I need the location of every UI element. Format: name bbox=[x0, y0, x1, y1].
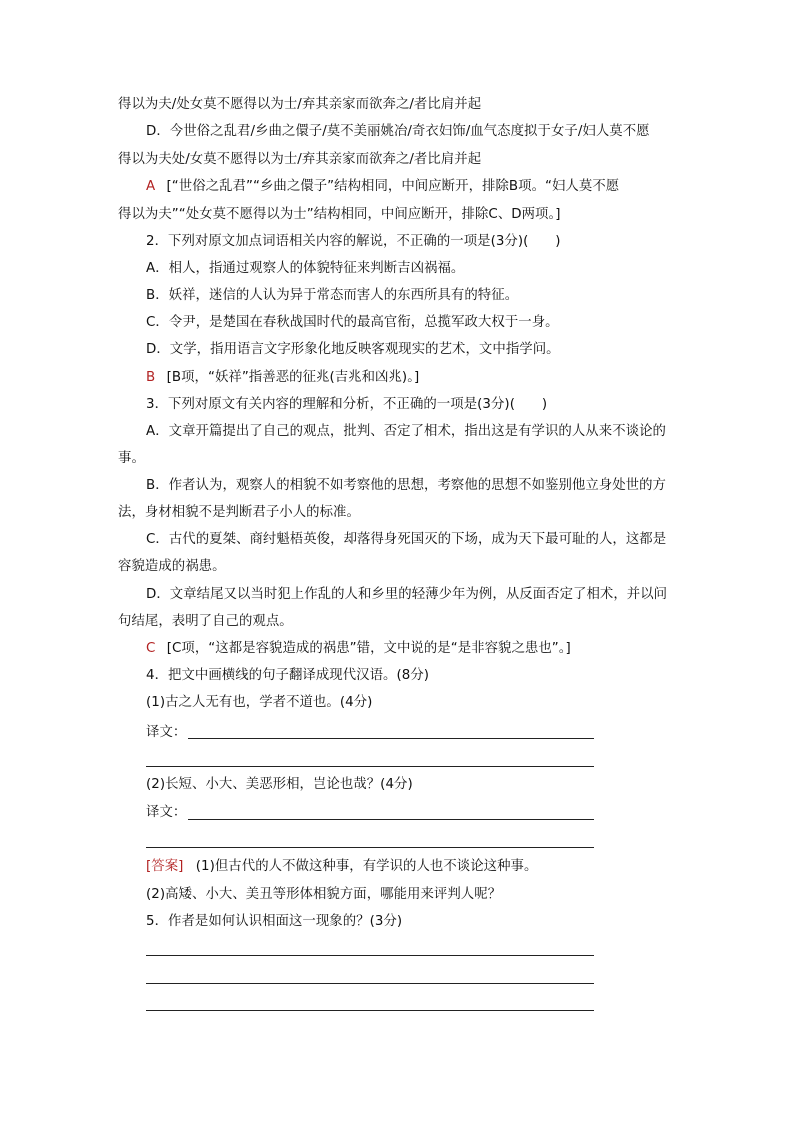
q3-option-b-line1: B．作者认为，观察人的相貌不如考察他的思想，考察他的思想不如鉴别他立身处世的方 bbox=[146, 478, 666, 493]
q2-option-b: B．妖祥，迷信的人认为异于常态而害人的东西所具有的特征。 bbox=[146, 288, 519, 303]
q4-answer-line-2b[interactable] bbox=[146, 847, 594, 848]
q1-explanation-line2: 得以为夫”“处女莫不愿得以为士”结构相同，中间应断开，排除C、D两项。] bbox=[118, 207, 561, 222]
q1-explanation-text: [“世俗之乱君”“乡曲之儇子”结构相同，中间应断开，排除B项。“妇人莫不愿 bbox=[166, 179, 620, 194]
q3-option-b-line2: 法，身材相貌不是判断君子小人的标准。 bbox=[118, 505, 360, 520]
q1-option-d-line2: 得以为夫处/女莫不愿得以为士/弃其亲家而欲奔之/者比肩并起 bbox=[118, 152, 482, 167]
q4-sentence-1: (1)古之人无有也，学者不道也。(4分) bbox=[146, 695, 373, 710]
q4-answer-text-1: (1)但古代的人不做这种事，有学识的人也不谈论这种事。 bbox=[195, 859, 538, 874]
q3-answer-letter: C bbox=[146, 641, 156, 656]
q4-answer-tag: [答案] bbox=[146, 859, 184, 874]
q1-option-c-continued: 得以为夫/处女莫不愿得以为士/弃其亲家而欲奔之/者比肩并起 bbox=[118, 97, 482, 112]
q2-explanation-text: [B项，“妖祥”指善恶的征兆(吉兆和凶兆)。] bbox=[166, 370, 420, 385]
q5-answer-line-1[interactable] bbox=[146, 955, 594, 956]
q1-answer-letter: A bbox=[146, 179, 156, 194]
q5-answer-line-2[interactable] bbox=[146, 983, 594, 984]
q3-option-d-line2: 句结尾，表明了自己的观点。 bbox=[118, 614, 293, 629]
q1-option-d-line1: D．今世俗之乱君/乡曲之儇子/莫不美丽姚冶/奇衣妇饰/血气态度拟于女子/妇人莫不愿 bbox=[146, 124, 650, 139]
q3-option-a-line1: A．文章开篇提出了自己的观点，批判、否定了相术，指出这是有学识的人从来不谈论的 bbox=[146, 424, 666, 439]
q4-answer-line-2a[interactable] bbox=[188, 819, 594, 820]
q4-answer-text-2: (2)高矮、小大、美丑等形体相貌方面，哪能用来评判人呢？ bbox=[146, 887, 502, 902]
q4-stem: 4．把文中画横线的句子翻译成现代汉语。(8分) bbox=[146, 668, 430, 683]
q2-option-a: A．相人，指通过观察人的体貌特征来判断吉凶祸福。 bbox=[146, 261, 465, 276]
q3-stem: 3．下列对原文有关内容的理解和分析，不正确的一项是(3分)( ) bbox=[146, 397, 548, 412]
q4-sentence-2: (2)长短、小大、美恶形相，岂论也哉？(4分) bbox=[146, 777, 413, 792]
q2-answer-letter: B bbox=[146, 370, 156, 385]
q5-stem: 5．作者是如何认识相面这一现象的？(3分) bbox=[146, 914, 403, 929]
q1-explanation-line1 bbox=[146, 177, 619, 197]
q3-option-a-line2: 事。 bbox=[118, 451, 145, 466]
q5-answer-line-3[interactable] bbox=[146, 1010, 594, 1011]
q3-explanation bbox=[146, 639, 571, 659]
q4-answer-line-1a[interactable] bbox=[188, 738, 594, 739]
q2-option-c: C．令尹，是楚国在春秋战国时代的最高官衔，总揽军政大权于一身。 bbox=[146, 315, 559, 330]
q2-explanation bbox=[146, 368, 419, 388]
q4-answer-line1 bbox=[146, 857, 537, 877]
q3-explanation-text: [C项，“这都是容貌造成的祸患”错，文中说的是“是非容貌之患也”。] bbox=[166, 641, 571, 656]
q3-option-c-line1: C．古代的夏桀、商纣魁梧英俊，却落得身死国灭的下场，成为天下最可耻的人，这都是 bbox=[146, 532, 667, 547]
q4-translation-label-1: 译文： bbox=[146, 725, 187, 740]
q2-option-d: D．文学，指用语言文字形象化地反映客观现实的艺术，文中指学问。 bbox=[146, 342, 560, 357]
q4-answer-line-1b[interactable] bbox=[146, 766, 594, 767]
q2-stem: 2．下列对原文加点词语相关内容的解说，不正确的一项是(3分)( ) bbox=[146, 234, 561, 249]
q3-option-d-line1: D．文章结尾又以当时犯上作乱的人和乡里的轻薄少年为例，从反面否定了相术，并以问 bbox=[146, 587, 668, 602]
q4-translation-label-2: 译文： bbox=[146, 805, 187, 820]
q3-option-c-line2: 容貌造成的祸患。 bbox=[118, 559, 226, 574]
